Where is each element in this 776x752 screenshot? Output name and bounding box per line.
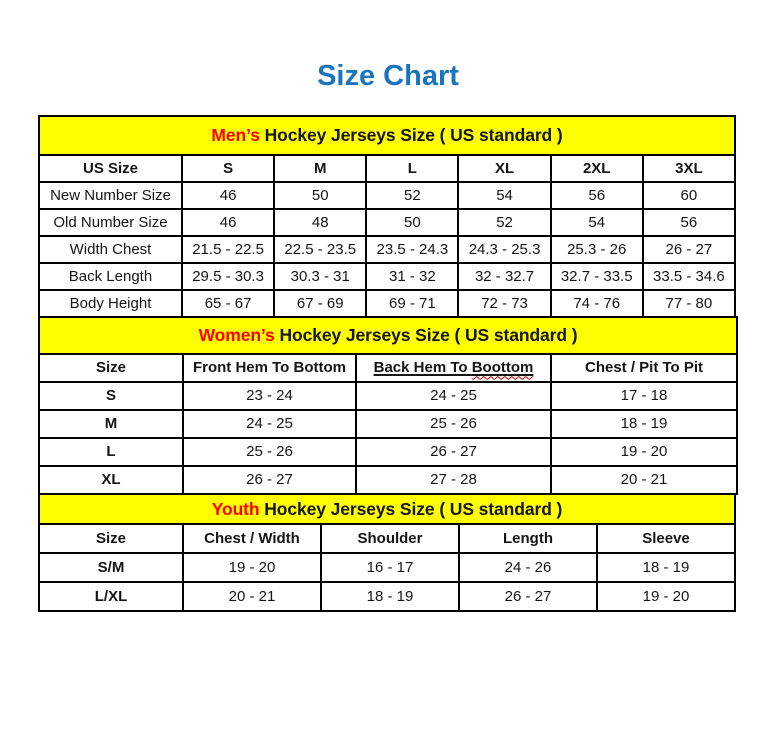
size-value-cell: 19 - 20 [183,553,321,582]
row-label: Body Height [39,290,182,317]
size-value-cell: 50 [274,182,366,209]
size-value-cell: 30.3 - 31 [274,263,366,290]
size-value-cell: 19 - 20 [597,582,735,611]
size-value-cell: 18 - 19 [551,410,737,438]
size-value-cell: 60 [643,182,735,209]
size-value-cell: 16 - 17 [321,553,459,582]
column-header: Shoulder [321,524,459,553]
youth-table-title [39,494,735,524]
mens-band-row [39,116,735,155]
table-row [39,410,737,438]
row-label: XL [39,466,183,494]
underlined-header [374,359,534,376]
size-value-cell: 77 - 80 [643,290,735,317]
size-value-cell: 46 [182,182,274,209]
column-header: 2XL [551,155,643,182]
table-row [39,382,737,410]
column-header: Front Hem To Bottom [183,354,356,382]
size-value-cell: 32.7 - 33.5 [551,263,643,290]
youth-header-row [39,524,735,553]
size-value-cell: 19 - 20 [551,438,737,466]
youth-band-highlight: Youth [211,498,260,519]
womens-table-title [39,317,737,354]
youth-size-table [38,493,736,612]
column-header: 3XL [643,155,735,182]
table-row [39,553,735,582]
row-label: L [39,438,183,466]
womens-band-highlight: Women’s [198,325,275,346]
size-value-cell: 20 - 21 [551,466,737,494]
table-row [39,182,735,209]
size-value-cell: 25 - 26 [356,410,551,438]
table-row [39,582,735,611]
table-row [39,438,737,466]
size-value-cell: 67 - 69 [274,290,366,317]
row-label: New Number Size [39,182,182,209]
column-header: Size [39,524,183,553]
size-value-cell: 26 - 27 [183,466,356,494]
mens-band-text: Hockey Jerseys Size ( US standard ) [259,125,563,146]
size-value-cell: 24 - 25 [356,382,551,410]
size-value-cell: 17 - 18 [551,382,737,410]
row-label: S/M [39,553,183,582]
row-label: Old Number Size [39,209,182,236]
size-value-cell: 18 - 19 [321,582,459,611]
size-value-cell: 31 - 32 [366,263,458,290]
size-value-cell: 24.3 - 25.3 [458,236,550,263]
size-chart-page [0,60,776,612]
row-label: M [39,410,183,438]
table-row [39,209,735,236]
column-header: L [366,155,458,182]
size-value-cell: 23.5 - 24.3 [366,236,458,263]
size-value-cell: 54 [458,182,550,209]
mens-table-title [39,116,735,155]
size-value-cell: 52 [458,209,550,236]
size-value-cell: 74 - 76 [551,290,643,317]
size-tables-container [38,115,736,612]
size-value-cell: 46 [182,209,274,236]
column-header: Length [459,524,597,553]
womens-band-row [39,317,737,354]
column-header: Chest / Pit To Pit [551,354,737,382]
size-value-cell: 69 - 71 [366,290,458,317]
column-header: S [182,155,274,182]
size-value-cell: 23 - 24 [183,382,356,410]
table-row [39,263,735,290]
table-row [39,290,735,317]
row-label: Width Chest [39,236,182,263]
misspelled-word: Boottom [471,359,534,377]
column-header: M [274,155,366,182]
mens-band-highlight: Men’s [211,125,260,146]
size-value-cell: 52 [366,182,458,209]
size-value-cell: 24 - 25 [183,410,356,438]
size-value-cell: 25.3 - 26 [551,236,643,263]
page-title: Size Chart [317,60,459,92]
column-header: Chest / Width [183,524,321,553]
size-value-cell: 26 - 27 [643,236,735,263]
mens-header-row [39,155,735,182]
youth-band-text: Hockey Jerseys Size ( US standard ) [259,498,563,519]
size-value-cell: 20 - 21 [183,582,321,611]
size-value-cell: 25 - 26 [183,438,356,466]
row-label: Back Length [39,263,182,290]
column-header: US Size [39,155,182,182]
size-value-cell: 18 - 19 [597,553,735,582]
header-text: Back Hem To [373,359,472,377]
size-value-cell: 26 - 27 [356,438,551,466]
size-value-cell: 65 - 67 [182,290,274,317]
size-value-cell: 22.5 - 23.5 [274,236,366,263]
size-value-cell: 48 [274,209,366,236]
size-value-cell: 33.5 - 34.6 [643,263,735,290]
size-value-cell: 29.5 - 30.3 [182,263,274,290]
womens-header-row [39,354,737,382]
row-label: L/XL [39,582,183,611]
table-row [39,236,735,263]
size-value-cell: 54 [551,209,643,236]
size-value-cell: 24 - 26 [459,553,597,582]
size-value-cell: 27 - 28 [356,466,551,494]
size-value-cell: 26 - 27 [459,582,597,611]
womens-band-text: Hockey Jerseys Size ( US standard ) [274,325,578,346]
row-label: S [39,382,183,410]
size-value-cell: 50 [366,209,458,236]
column-header [356,354,551,382]
size-value-cell: 72 - 73 [458,290,550,317]
youth-band-row [39,494,735,524]
mens-size-table [38,115,736,318]
column-header: Size [39,354,183,382]
size-value-cell: 56 [643,209,735,236]
column-header: Sleeve [597,524,735,553]
size-value-cell: 21.5 - 22.5 [182,236,274,263]
column-header: XL [458,155,550,182]
womens-size-table [38,316,738,495]
size-value-cell: 56 [551,182,643,209]
table-row [39,466,737,494]
size-value-cell: 32 - 32.7 [458,263,550,290]
